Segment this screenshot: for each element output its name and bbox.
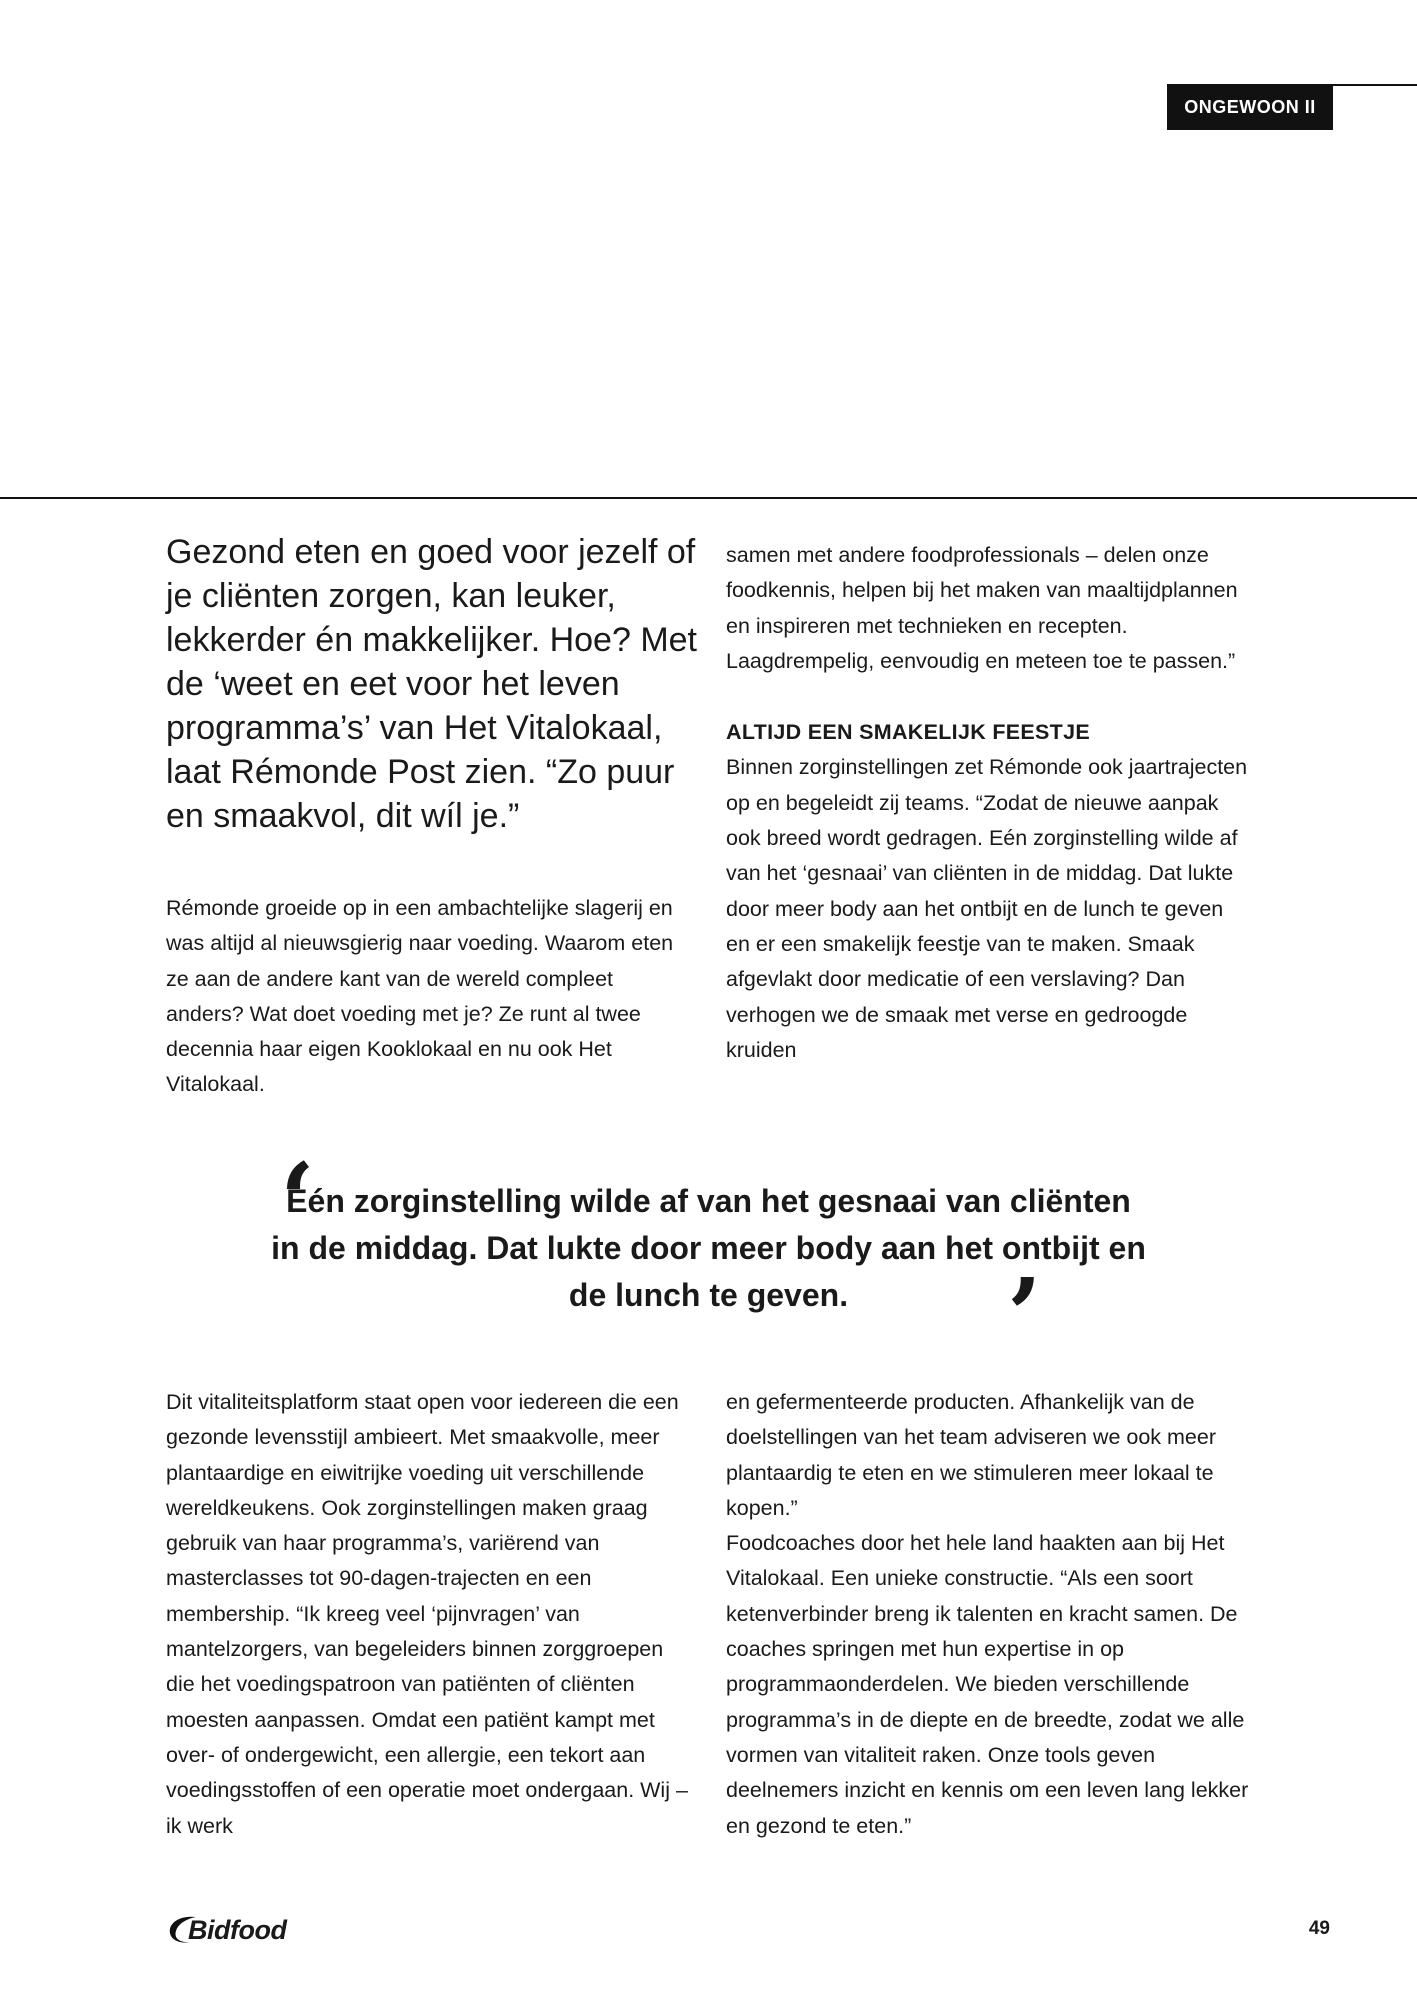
intro-lead: Gezond eten en goed voor jezelf of je cliënten zorgen, kan leuker, lekkerder én makkelijker. Hoe? Met de ‘weet en eet voor het leven programma’s’ van Het Vitalokaal, laat Rémonde Post zien. “Zo puur en smaakvol, dit wíl je.”	[166, 533, 698, 835]
right-column-top	[726, 538, 1251, 1068]
close-quote-mark: ’	[1007, 1256, 1042, 1374]
open-quote-mark: ‘	[280, 1141, 315, 1259]
right-column-bottom-paragraph-1: en gefermenteerde producten. Afhankelijk van de doelstellingen van het team adviseren we ook meer plantaardig te eten en we stimuleren meer lokaal te kopen.”	[726, 1390, 1217, 1520]
section-tag: ONGEWOON II	[1167, 84, 1333, 130]
header-rule	[1333, 84, 1417, 86]
left-column-top-paragraph: Rémonde groeide op in een ambachtelijke slagerij en was altijd al nieuwsgierig naar voeding. Waarom eten ze aan de andere kant van de wereld compleet anders? Wat doet voeding met je? Ze runt al twee decennia haar eigen Kooklokaal en nu ook Het Vitalokaal.	[166, 896, 674, 1097]
logo-text: Bidfood	[188, 1914, 287, 1945]
left-column-bottom-paragraph: Dit vitaliteitsplatform staat open voor iedereen die een gezonde levensstijl ambieert. Met smaakvolle, meer plantaardige en eiwitrijke voeding uit verschillende wereldkeukens. Ook zorginstellingen maken graag gebruik van haar programma’s, variërend van masterclasses tot 90-dagen-trajecten en een membership. “Ik kreeg veel ‘pijnvragen’ van mantelzorgers, van begeleiders binnen zorggroepen die het voedingspatroon van patiënten of cliënten moesten aanpassen. Omdat een patiënt kampt met over- of ondergewicht, een allergie, een tekort aan voedingsstoffen of een operatie moet ondergaan. Wij – ik werk	[166, 1390, 688, 1838]
subheading: ALTIJD EEN SMAKELIJK FEESTJE	[726, 720, 1090, 745]
section-divider	[0, 497, 1417, 499]
bidfood-logo	[166, 1910, 286, 1950]
right-column-bottom	[726, 1385, 1251, 1844]
right-column-bottom-paragraph-2: Foodcoaches door het hele land haakten aan bij Het Vitalokaal. Een unieke constructie. “Als een soort ketenverbinder breng ik talenten en kracht samen. De coaches springen met hun expertise in op programmaonderdelen. We bieden verschillende programma’s in de diepte en de breedte, zodat we alle vormen van vitaliteit raken. Onze tools geven deelnemers inzicht en kennis om een leven lang lekker en gezond te eten.”	[726, 1531, 1249, 1838]
right-column-paragraph-2: Binnen zorginstellingen zet Rémonde ook jaartrajecten op en begeleidt zij teams. “Zodat de nieuwe aanpak ook breed wordt gedragen. Eén zorginstelling wilde af van het ‘gesnaai’ van cliënten in de middag. Dat lukte door meer body aan het ontbijt en de lunch te geven en er een smakelijk feestje van te maken. Smaak afgevlakt door medicatie of een verslaving? Dan verhogen we de smaak met verse en gedroogde kruiden	[726, 755, 1248, 1062]
pull-quote: Eén zorginstelling wilde af van het gesnaai van cliënten in de middag. Dat lukte door meer body aan het ontbijt en de lunch te geven.	[271, 1183, 1146, 1313]
right-column-paragraph-1: samen met andere foodprofessionals – delen onze foodkennis, helpen bij het maken van maaltijdplannen en inspireren met technieken en recepten. Laagdrempelig, eenvoudig en meteen toe te passen.”	[726, 543, 1238, 673]
page-number: 49	[1308, 1918, 1330, 1939]
